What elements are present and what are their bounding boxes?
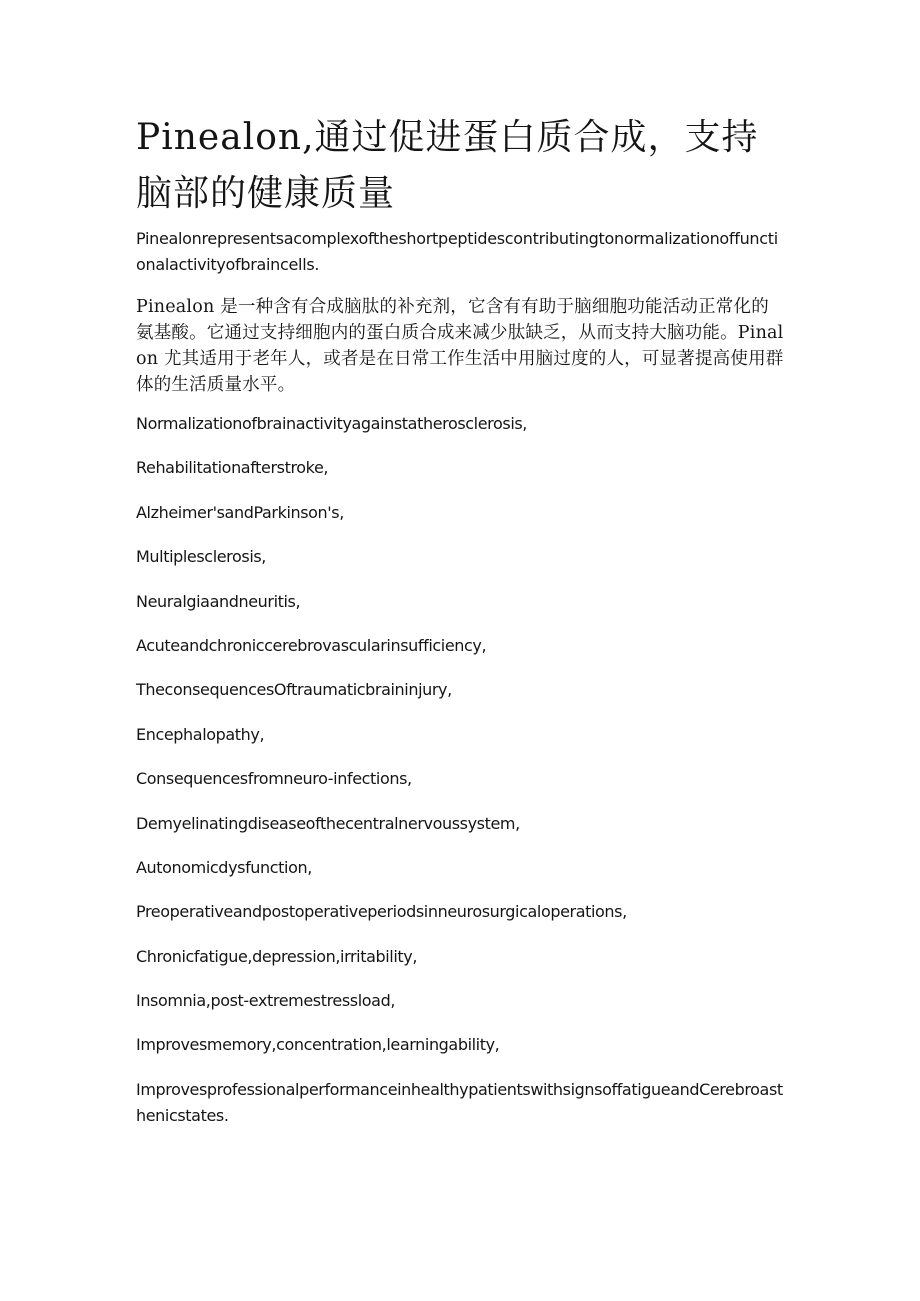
- list-item: Chronicfatigue,depression,irritability,: [136, 946, 418, 966]
- list-item: Improvesmemory,concentration,learningability,: [136, 1035, 500, 1055]
- list-item: Multiplesclerosis,: [136, 547, 266, 567]
- list-item: Normalizationofbrainactivityagainstatherosclerosis,: [136, 414, 527, 433]
- list-item: Autonomicdysfunction,: [136, 857, 312, 877]
- intro-chinese: Pinealon 是一种含有合成脑肽的补充剂，它含有有助于脑细胞功能活动正常化的氨基酸。它通过支持细胞内的蛋白质合成来减少肽缺乏，从而支持大脑功能。Pinalon 尤其适用于老年人，或者是在日常工作生活中用脑过度的人，可显著提高使用群体的生活质量水平。: [136, 297, 784, 395]
- intro-english: Pinealonrepresentsacomplexoftheshortpeptidescontributingtonormalizationoffunctionalactivityofbraincells.: [136, 229, 778, 274]
- closing-paragraph: ImprovesprofessionalperformanceinhealthypatientswithsignsoffatigueandCerebroasthenicstates.: [136, 1080, 783, 1125]
- list-item: Acuteandchroniccerebrovascularinsufficiency,: [136, 635, 487, 655]
- list-item: Consequencesfromneuro-infections,: [136, 769, 412, 789]
- list-item: Alzheimer'sandParkinson's,: [136, 502, 344, 522]
- list-item: Insomnia,post-extremestressload,: [136, 991, 396, 1011]
- indication-list: [136, 411, 786, 1077]
- list-item: Preoperativeandpostoperativeperiodsinneurosurgicaloperations,: [136, 902, 627, 922]
- list-item: Demyelinatingdiseaseofthecentralnervoussystem,: [136, 813, 520, 833]
- page-title: Pinealon,通过促进蛋白质合成，支持脑部的健康质量: [136, 117, 759, 214]
- list-item: Encephalopathy,: [136, 724, 265, 744]
- list-item: TheconsequencesOftraumaticbraininjury,: [136, 680, 452, 700]
- list-item: Neuralgiaandneuritis,: [136, 591, 301, 611]
- list-item: Rehabilitationafterstroke,: [136, 458, 329, 478]
